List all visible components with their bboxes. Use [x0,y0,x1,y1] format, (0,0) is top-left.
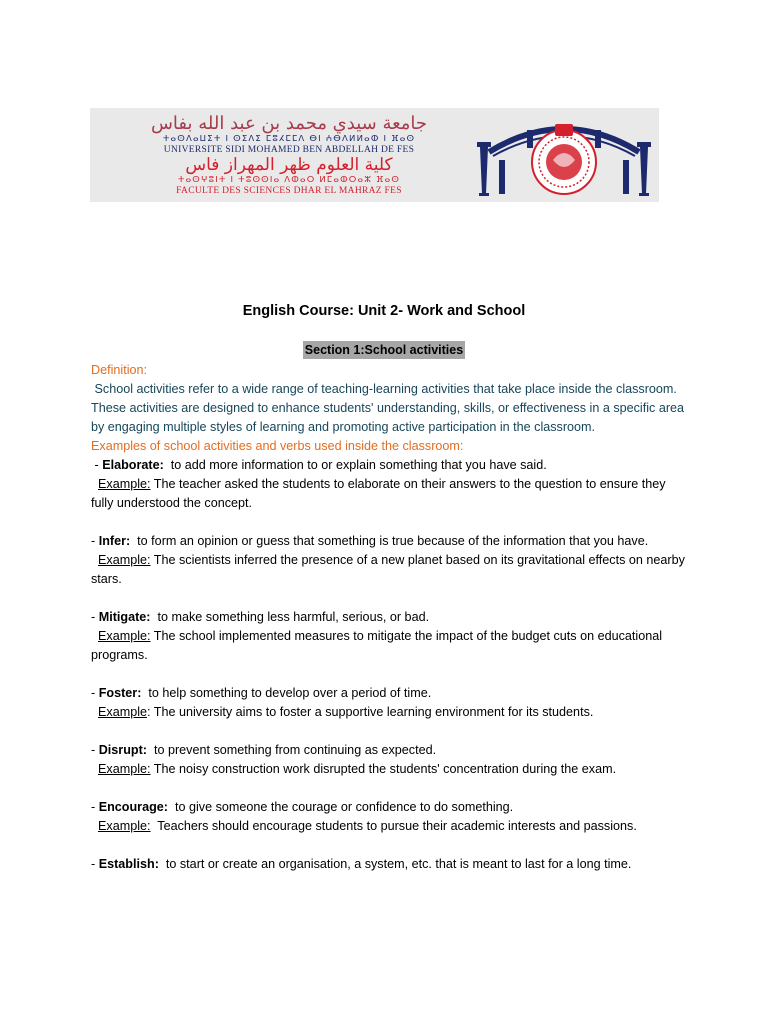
example-mitigate [91,627,691,665]
definition-label: Definition: [91,363,148,377]
example-text: : The university aims to foster a supportive learning environment for its students. [147,705,594,719]
banner-arabic-faculty: كلية العلوم ظهر المهراز فاس [185,155,393,175]
example-disrupt [91,760,691,779]
term-prefix: - [91,800,99,814]
term-word: Encourage: [98,800,168,814]
document-body [91,361,691,874]
example-text: The noisy construction work disrupted the students' concentration during the exam. [150,762,617,776]
term-prefix: - [91,743,99,757]
banner-text-block [108,114,470,197]
term-establish [91,855,691,874]
banner-arabic-university: جامعة سيدي محمد بن عبد الله بفاس [150,113,428,134]
term-definition: to prevent something from continuing as expected. [146,743,437,757]
spacer [91,513,691,532]
spacer [91,779,691,798]
term-word: Elaborate: [102,458,164,472]
term-definition: to make something less harmful, serious, or bad. [150,610,430,624]
section-heading: Section 1:School activities [304,343,464,357]
term-prefix: - [91,610,99,624]
example-elaborate [91,475,691,513]
term-definition: to give someone the courage or confidence to do something. [167,800,514,814]
spacer [91,665,691,684]
term-prefix: - [91,534,99,548]
term-elaborate [91,456,691,475]
term-word: Foster: [98,686,142,700]
term-infer [91,532,691,551]
banner-tifinagh-faculty: ⵜⴰⵙⵖⵓⵏⵜ ⵏ ⵜⵓⵙⵙⵏⴰ ⴷⵀⴰⵔ ⵍⵎⴰⵀⵔⴰⵣ ⴼⴰⵙ [177,175,401,185]
term-prefix: - [91,857,99,871]
term-mitigate [91,608,691,627]
example-text: Teachers should encourage students to pursue their academic interests and passions. [150,819,637,833]
term-definition: to start or create an organisation, a system, etc. that is meant to last for a long time. [158,857,632,871]
term-definition: to add more information to or explain something that you have said. [163,458,547,472]
term-disrupt [91,741,691,760]
spacer [91,722,691,741]
term-definition: to help something to develop over a period of time. [141,686,432,700]
example-encourage [91,817,691,836]
example-text: The teacher asked the students to elaborate on their answers to the question to ensure they fully understood the concept. [91,477,670,510]
example-label-foster: Example [98,705,147,719]
section-heading-wrapper [0,341,768,359]
term-encourage [91,798,691,817]
examples-heading: Examples of school activities and verbs used inside the classroom: [91,439,464,453]
term-word: Mitigate: [98,610,151,624]
banner-tifinagh-university: ⵜⴰⵙⴷⴰⵡⵉⵜ ⵏ ⵙⵉⴷⵉ ⵎⵓⵃⵎⵎⴷ ⴱⵏ ⵄⴱⴷⵍⵍⴰⵀ ⵏ ⴼⴰⵙ [162,134,416,144]
term-prefix: - [91,686,99,700]
term-word: Disrupt: [98,743,147,757]
example-infer [91,551,691,589]
page-title: English Course: Unit 2- Work and School [242,303,526,319]
example-text: The scientists inferred the presence of a new planet based on its gravitational effects on nearby stars. [91,553,689,586]
spacer [91,589,691,608]
example-label: Example: [98,553,151,567]
example-text: The school implemented measures to mitigate the impact of the budget cuts on educational programs. [91,629,666,662]
definition-text: School activities refer to a wide range of teaching-learning activities that take place inside the classroom. These activities are designed to enhance students' understanding, skills, or effectiveness in a specific area by engaging multiple styles of learning and promoting active participation in the classroom. [91,382,688,434]
university-banner [90,108,659,202]
spacer [91,836,691,855]
example-label: Example: [98,629,151,643]
banner-french-university: UNIVERSITE SIDI MOHAMED BEN ABDELLAH DE FES [163,145,415,155]
example-label: Example: [98,819,151,833]
example-foster [91,703,691,722]
example-label: Example: [98,762,151,776]
term-foster [91,684,691,703]
term-prefix: - [91,458,103,472]
term-word: Infer: [98,534,131,548]
term-definition: to form an opinion or guess that something is true because of the information that you have. [130,534,649,548]
example-label: Example: [98,477,151,491]
university-emblem-icon [471,112,657,198]
banner-french-faculty: FACULTE DES SCIENCES DHAR EL MAHRAZ FES [176,186,402,196]
term-word: Establish: [98,857,159,871]
